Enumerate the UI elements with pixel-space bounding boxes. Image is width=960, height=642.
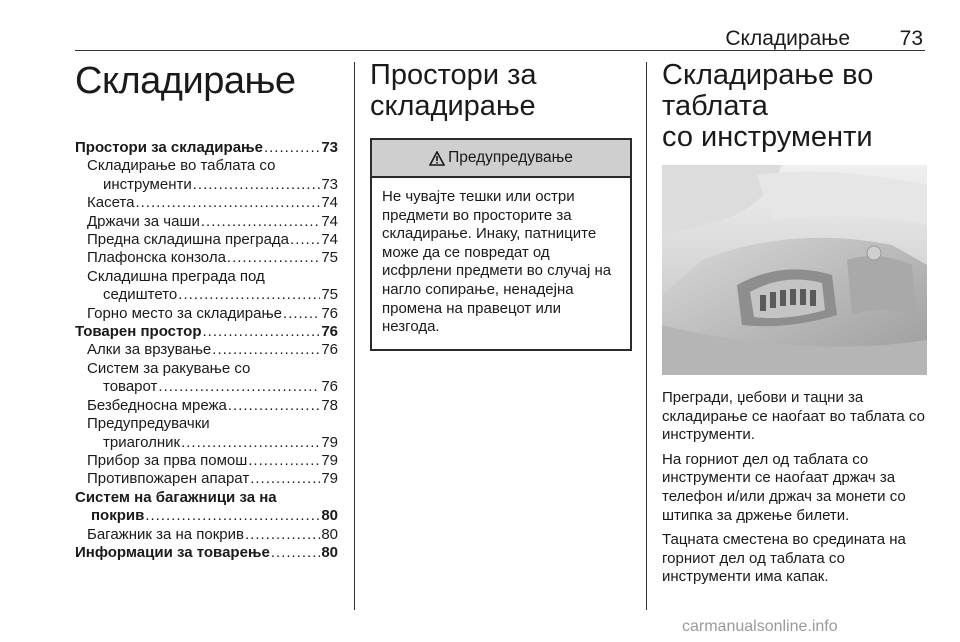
running-title: Складирање [725,27,850,50]
toc-entry-text: Информации за товарење [75,543,270,561]
toc-leader-dots [178,286,320,304]
chapter-toc-column [75,60,338,562]
toc-entry-row [87,452,338,470]
toc-leader-dots [212,341,320,359]
toc-entry-row [87,434,338,452]
toc-leader-dots [158,378,320,396]
chapter-title: Складирање [75,60,296,102]
toc-entry-row [75,544,338,562]
section-title [662,60,927,153]
page-header [75,26,925,51]
toc-leader-dots [271,544,320,562]
dashboard-storage-photo [662,165,927,375]
toc-leader-dots [201,213,320,231]
dashboard-storage-column [662,60,927,593]
toc-entry-row [87,526,338,544]
toc-entry[interactable] [75,249,338,267]
section-title-line: со инструменти [662,121,873,153]
storage-section-column [370,60,632,351]
toc-entry[interactable] [75,360,338,397]
watermark: carmanualsonline.info [682,618,838,635]
toc-entry[interactable] [75,268,338,305]
toc-entry-text: инструменти [103,175,192,193]
toc-entry-row [75,139,338,157]
toc-page-number: 75 [321,286,338,304]
toc-entry[interactable] [75,526,338,544]
toc-entry-row [87,305,338,323]
toc-entry[interactable] [75,452,338,470]
toc-entry-text: Систем на багажници за на [75,488,277,506]
warning-triangle-icon [429,151,445,166]
toc-leader-dots [193,176,321,194]
toc-leader-dots [135,194,320,212]
toc-page-number: 73 [321,175,338,193]
toc-entry-text: Плафонска конзола [87,249,226,267]
toc-entry[interactable] [75,139,338,157]
toc-page-number: 79 [321,451,338,469]
toc-entry[interactable] [75,470,338,488]
toc-entry-text: Систем за ракување со [87,359,251,377]
toc-entry-text: Безбедносна мрежа [87,396,227,414]
toc-entry-text: Товарен простор [75,323,202,341]
toc-page-number: 80 [321,543,338,561]
toc-entry-row [87,249,338,267]
toc-entry-row [87,378,338,396]
toc-entry-text: покрив [91,507,145,525]
toc-leader-dots [181,434,320,452]
toc-page-number: 76 [321,304,338,322]
toc-entry-row [75,323,338,341]
toc-entry[interactable] [75,194,338,212]
toc-page-number: 74 [321,212,338,230]
section-body [662,389,927,587]
toc-entry-text: Багажник за на покрив [87,525,244,543]
toc-leader-dots [202,323,320,341]
page-number: 73 [899,27,923,50]
toc-entry[interactable] [75,157,338,194]
toc-entry-text: Касета [87,194,135,212]
toc-entry-text: Предна складишна преграда [87,231,290,249]
toc-leader-dots [290,231,320,249]
toc-entry-text: триаголник [103,433,181,451]
section-title-line: Складирање во таблата [662,59,874,122]
toc-entry-row [87,176,338,194]
toc-entry-row [87,213,338,231]
toc-entry[interactable] [75,323,338,341]
toc-leader-dots [145,507,320,525]
toc-entry-row [87,286,338,304]
section-title-line: складирање [370,90,536,122]
column-divider [354,62,355,610]
toc-entry[interactable] [75,231,338,249]
warning-heading: Предупредување [448,149,573,166]
toc-entry-text: Прибор за прва помош [87,451,248,469]
toc-leader-dots [228,397,320,415]
toc-entry-row [87,397,338,415]
toc-entry[interactable] [75,415,338,452]
toc-leader-dots [283,305,320,323]
toc-page-number: 73 [321,139,338,156]
toc-page-number: 76 [321,341,338,359]
toc-entry[interactable] [75,305,338,323]
toc-entry-text: Складирање во таблата со [87,157,276,175]
toc-page-number: 80 [321,507,338,525]
toc-entry-row [87,231,338,249]
toc-page-number: 78 [321,396,338,414]
toc-entry-row [87,194,338,212]
toc-entry-text: Алки за врзување [87,341,212,359]
toc-entry-text: Предупредувачки [87,415,210,433]
toc-entry[interactable] [75,397,338,415]
section-title [370,60,632,122]
toc-page-number: 74 [321,231,338,249]
toc-leader-dots [248,452,320,470]
toc-entry[interactable] [75,489,338,526]
paragraph: Прегради, џебови и тацни за складирање се наоѓаат во таблата со инструменти. [662,389,925,444]
toc-page-number: 79 [321,470,338,488]
toc-entry[interactable] [75,213,338,231]
toc-page-number: 74 [321,194,338,212]
toc-entry-text: товарот [103,378,158,396]
toc-entry-text: седиштето [103,286,178,304]
toc-entry-text: Складишна преграда под [87,267,265,285]
warning-text: Не чувајте тешки или остри предмети во просторите за складирање. Инаку, патниците може да се повредат од исфрлени предмети во случај на нагло сопирање, ненадејна промена на правецот или незгода. [382,188,612,336]
dashboard-illustration [662,165,927,375]
toc-page-number: 76 [321,378,338,396]
section-title-line: Простори за [370,59,537,91]
toc-leader-dots [264,139,320,157]
toc-entry-text: Држачи за чаши [87,212,200,230]
toc-leader-dots [250,470,320,488]
toc-leader-dots [245,526,320,544]
toc-entry-row [87,341,338,359]
paragraph: На горниот дел од таблата со инструменти се наоѓаат држач за телефон и/или држач за монети со штипка за држење билети. [662,450,906,524]
toc-entry[interactable] [75,544,338,562]
paragraph: Тацната сместена во средината на горниот дел од таблата со инструменти има капак. [662,531,906,586]
warning-header [372,140,630,178]
toc-entry-row [87,470,338,488]
toc-entry-row [75,507,338,525]
table-of-contents [75,139,338,562]
toc-page-number: 79 [321,433,338,451]
toc-entry-text: Простори за складирање [75,139,263,156]
toc-entry-text: Горно место за складирање [87,304,283,322]
toc-entry[interactable] [75,341,338,359]
toc-page-number: 76 [321,323,338,341]
warning-box [370,138,632,351]
toc-page-number: 75 [321,249,338,267]
toc-page-number: 80 [321,525,338,543]
toc-entry-text: Противпожарен апарат [87,470,250,488]
toc-leader-dots [227,249,320,267]
column-divider [646,62,647,610]
